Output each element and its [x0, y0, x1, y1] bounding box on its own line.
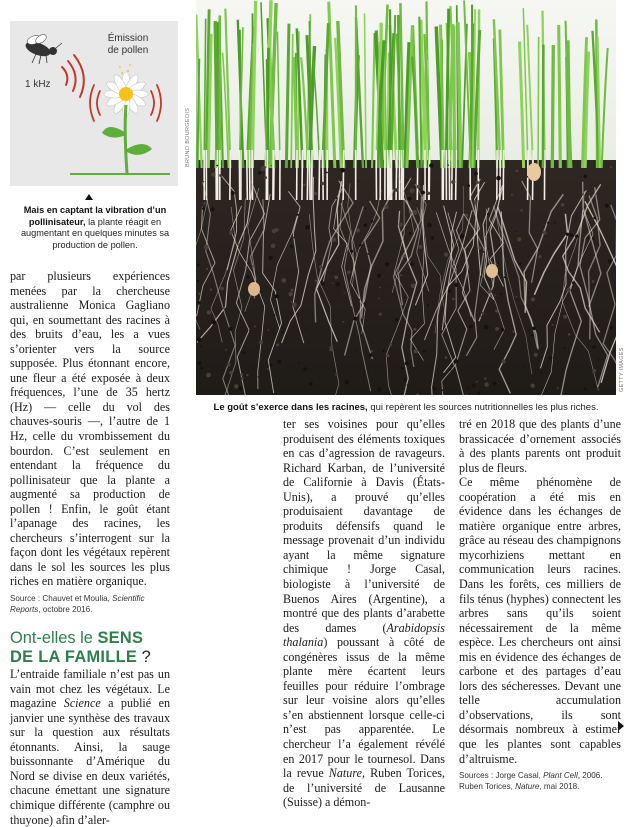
article-column-1	[10, 269, 170, 827]
source-journal: Plant Cell	[543, 771, 578, 781]
source-prefix: Sources : Jorge Casal,	[459, 771, 544, 781]
heading-mark: ?	[137, 647, 151, 666]
text-run: , Ruben Torices, de l’université de Lausanne (Suisse) a démon-	[283, 766, 445, 810]
pollination-illustration	[10, 21, 178, 186]
emission-label-line1: Émission	[107, 33, 149, 44]
column1-source	[10, 594, 170, 615]
text-run: a publié en janvier une synthèse des travaux sur la question aux résultats étonnants. Ainsi, la sauge buissonnante d’Amérique du Nord se divise en deux variétés, chacune émettant une signature chimique différente (camphre ou thuyone) afin d’aler-	[10, 696, 170, 827]
illustration-art	[10, 21, 178, 186]
source-mid: , 2006. Ruben Torices,	[459, 771, 603, 791]
section-heading	[10, 629, 170, 666]
illustration-credit: BRUNO BOURGEOIS	[185, 108, 191, 168]
caption-marker-icon	[85, 194, 93, 200]
journal-name: Science	[63, 696, 101, 711]
bee-icon	[24, 33, 62, 64]
source-prefix: Source : Chauvet et Moulia,	[10, 594, 113, 604]
photo-caption	[196, 402, 616, 414]
seed	[248, 282, 260, 296]
photo-caption-text: qui repèrent les sources nutritionnelles les plus riches.	[367, 402, 599, 413]
column3-source	[459, 771, 621, 792]
column1-paragraph-2	[10, 667, 170, 827]
article-column-3	[459, 417, 621, 792]
column1-paragraph: par plusieurs expériences menées par la chercheuse australienne Monica Gagliano qui, en soumettant des racines à des bruits d’eau, les a vues s’orienter vers la source supposée. Plus étonnant encore, une fleur a été exposée à deux fréquences, l’une de 35 hertz (Hz) — celle du vol des chauves-souris —, l’autre de 1 Hz, celle du vrombissement du bourdon. C’est seulement en entendant la fréquence du pollinisateur que la plante a augmenté sa production de pollen ! Enfin, le goût étant l’apanage des racines, les chercheurs s’interrogent sur la façon dont les végétaux repèrent dans le sol les sources les plus riches en matière organique.	[10, 269, 170, 589]
heading-caps: SENS DE LA FAMILLE	[10, 629, 144, 666]
journal-name: Nature	[328, 766, 362, 781]
illustration-caption-text: la plante réagit en augmentant en quelques minutes sa production de pollen.	[20, 216, 170, 250]
source-suffix: , mai 2018.	[539, 781, 580, 791]
photo-caption-bold: Le goût s’exerce dans les racines,	[213, 402, 368, 413]
emission-label-line2: de pollen	[107, 45, 149, 56]
illustration-caption-bold: Mais en captant la vibration d’un pollinisateur,	[23, 205, 167, 227]
column3-paragraph-2: Ce même phénomène de coopération a été mis en évidence dans les échanges de matière organique entre arbres, grâce au réseau des champignons mycorhiziens mettant en communication leurs racines. Dans les forêts, ces milliers de fils ténus (hyphes) connectent les arbres sans qu’ils soient nécessairement de la même espèce. Les chercheurs ont ainsi mis en évidence des échanges de carbone et des partages d’eau lors des sécheresses. Devant une telle accumulation d’observations, ils sont désormais nombreux à estimer que les plantes sont capables d’altruisme.	[459, 475, 621, 766]
text-run: L’entraide familiale n’est pas un vain mot chez les végétaux. Le magazine	[10, 667, 170, 711]
flower-icon	[70, 64, 170, 174]
article-column-2	[283, 417, 445, 810]
illustration-caption	[6, 205, 184, 251]
column3-paragraph-1: tré en 2018 que des plants d’une brassicacée d’ornement associés à des plants parents ont produit plus de fleurs.	[459, 417, 621, 475]
seed	[527, 163, 541, 181]
photo-credit: GETTY IMAGES	[619, 347, 625, 392]
frequency-label: 1 kHz	[25, 79, 51, 90]
source-suffix: , octobre 2016.	[38, 604, 93, 614]
heading-lead: Ont-elles le	[10, 629, 98, 648]
species-name: Arabidopsis thalania	[283, 620, 445, 650]
column2-paragraph	[283, 417, 445, 810]
roots-photo-art	[196, 0, 616, 395]
source-journal: Nature	[515, 781, 540, 791]
text-run: ) poussant à côté de congénères issus de la même plante mère écartent leurs feuilles pour réduire l’ombrage sur leur voisine alors qu’elles s’en abstiennent lorsque celle-ci n’est pas apparentée. Le chercheur l’a également révélé en 2017 pour le tournesol. Dans la revue	[283, 635, 445, 781]
roots-photo	[196, 0, 616, 395]
text-run: ter ses voisines pour qu’elles produisent des éléments toxiques en cas d’agression de ravageurs. Richard Karban, de l’université de Californie à Davis (États-Unis), a prouvé qu’elles produisaient davantage de produits défensifs quand le message provenait d’un individu ayant la même signature chimique ! Jorge Casal, biologiste à l’université de Buenos Aires (Argentine), a montré que des plants d’arabette des dames (	[283, 417, 445, 635]
source-journal: Scientific Reports	[10, 594, 145, 614]
sound-wave-icon	[62, 55, 84, 97]
seed	[486, 264, 498, 278]
next-page-arrow-icon	[618, 721, 624, 731]
